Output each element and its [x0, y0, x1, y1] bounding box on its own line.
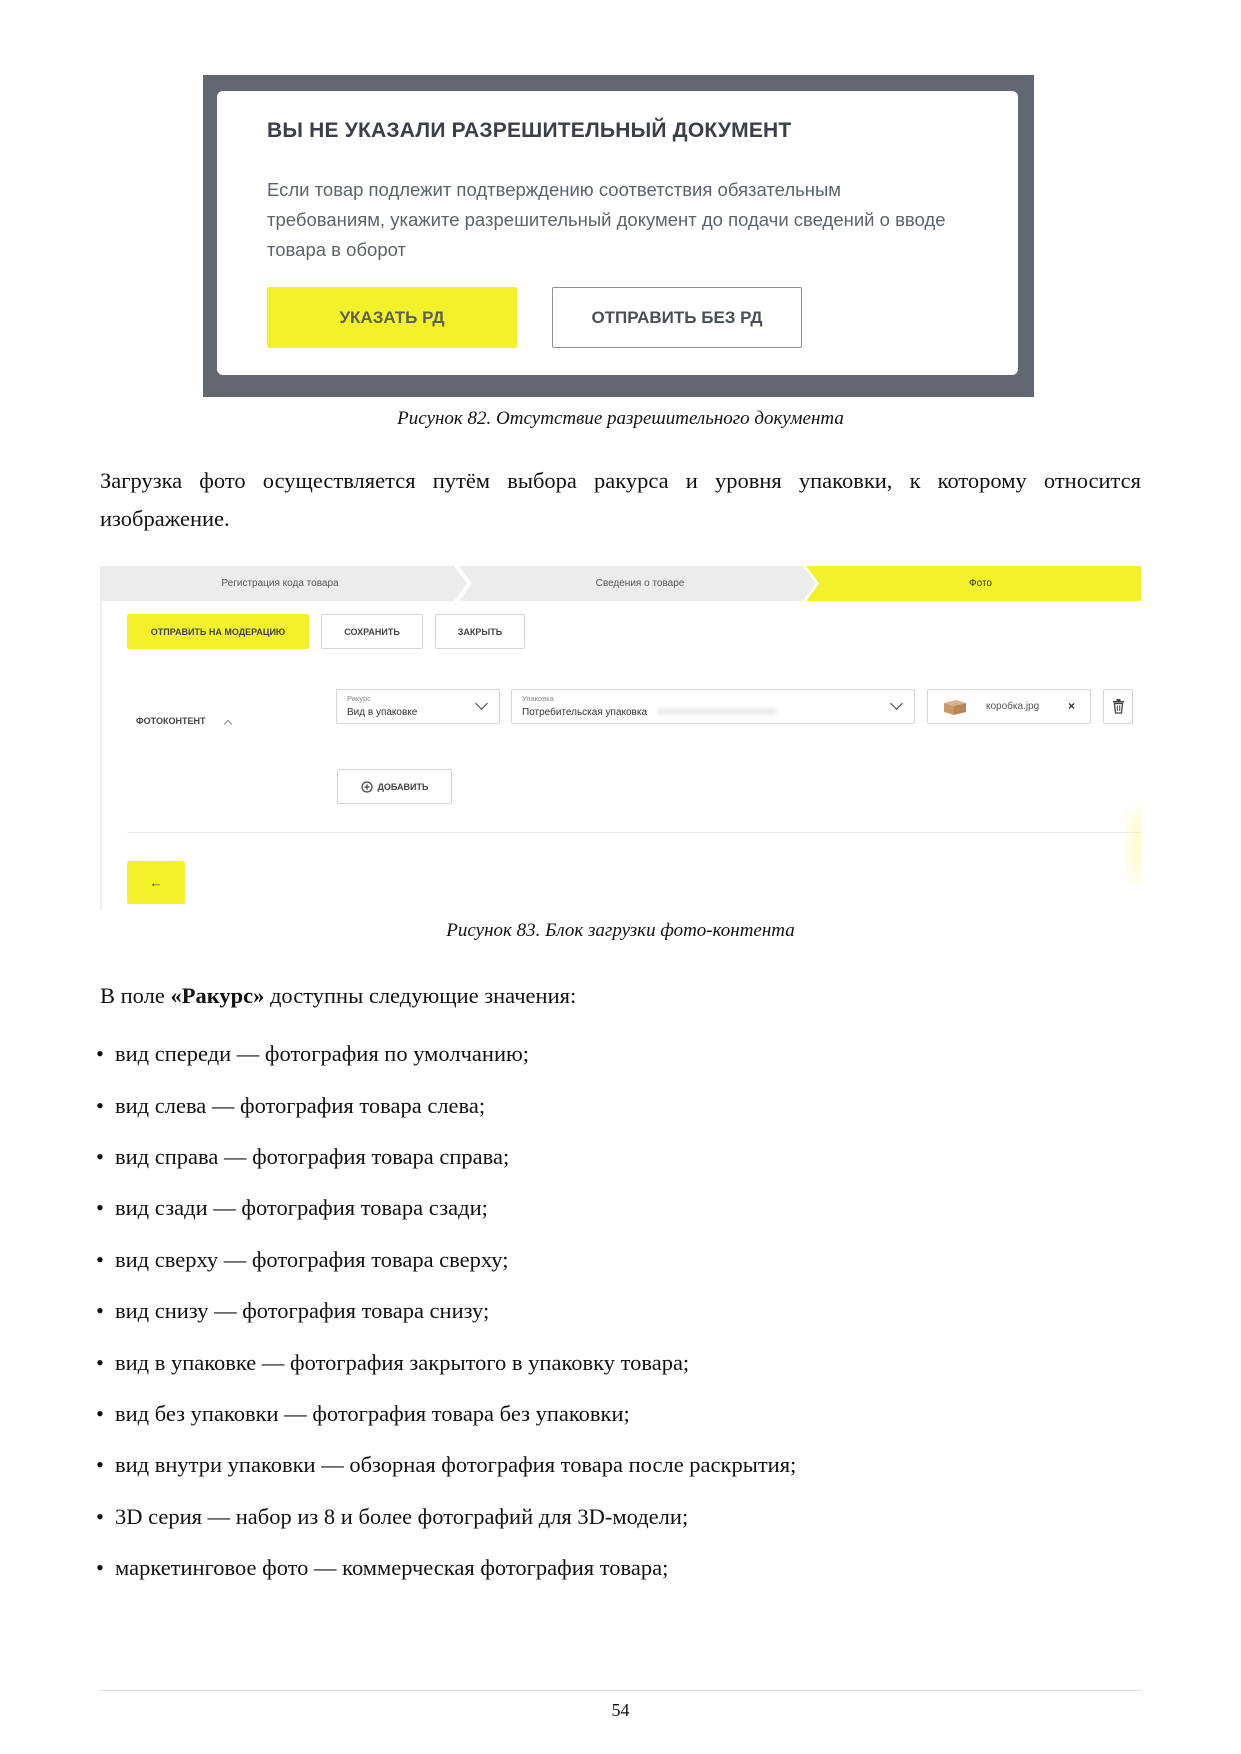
- remove-file-icon[interactable]: ×: [1068, 699, 1076, 713]
- figure-83-caption: Рисунок 83. Блок загрузки фото-контента: [446, 920, 795, 941]
- close-button[interactable]: ЗАКРЫТЬ: [435, 614, 525, 649]
- delete-row-button[interactable]: [1103, 689, 1133, 724]
- paragraph-prefix: В поле: [100, 983, 171, 1008]
- paragraph-photo-upload: Загрузка фото осуществляется путём выбора ракурса и уровня упаковки, к которому относится изображение.: [100, 468, 1141, 531]
- send-to-moderation-button[interactable]: ОТПРАВИТЬ НА МОДЕРАЦИЮ: [127, 614, 309, 649]
- chevron-down-icon: [890, 697, 903, 710]
- list-item: • вид сзади — фотография товара сзади;: [96, 1195, 488, 1220]
- save-button[interactable]: СОХРАНИТЬ: [321, 614, 423, 649]
- step-product-info[interactable]: Сведения о товаре: [595, 578, 685, 589]
- list-item: • вид слева — фотография товара слева;: [96, 1093, 486, 1118]
- package-value: Потребительская упаковка: [522, 707, 648, 718]
- list-item: • вид справа — фотография товара справа;: [96, 1144, 510, 1169]
- angle-select[interactable]: [336, 689, 500, 724]
- trash-icon: [1112, 699, 1125, 714]
- list-item: • вид сверху — фотография товара сверху;: [96, 1247, 509, 1272]
- list-item: • вид спереди — фотография по умолчанию;: [96, 1041, 530, 1066]
- angle-label: Ракурс: [347, 694, 371, 703]
- add-button[interactable]: [337, 769, 452, 804]
- field-name-angle: «Ракурс»: [170, 983, 265, 1008]
- blurred-package-details: [657, 708, 777, 715]
- add-button-label: ДОБАВИТЬ: [377, 781, 429, 792]
- photo-content-label: ФОТОКОНТЕНТ: [136, 716, 206, 726]
- list-item: • вид без упаковки — фотография товара без упаковки;: [96, 1401, 630, 1426]
- modal-text: Если товар подлежит подтверждению соответствия обязательным требованиям, укажите разрешительный документ до подачи сведений о вводе товара в оборот: [267, 179, 946, 260]
- step-registration[interactable]: Регистрация кода товара: [221, 578, 339, 589]
- file-name: коробка.jpg: [986, 701, 1040, 712]
- list-item: • вид внутри упаковки — обзорная фотография товара после раскрытия;: [96, 1452, 797, 1477]
- package-label: Упаковка: [522, 694, 554, 703]
- arrow-left-icon: ←: [149, 875, 163, 890]
- chevron-down-icon: [475, 697, 488, 710]
- list-item: • маркетинговое фото — коммерческая фотография товара;: [96, 1555, 669, 1580]
- page-number: 54: [611, 1700, 630, 1720]
- box-thumbnail-icon: [942, 698, 968, 716]
- paragraph-suffix: доступны следующие значения:: [264, 983, 577, 1008]
- figure-82-caption: Рисунок 82. Отсутствие разрешительного документа: [397, 408, 844, 429]
- plus-circle-icon: [361, 781, 373, 793]
- uploaded-file-chip: [927, 689, 1091, 724]
- list-item: • 3D серия — набор из 8 и более фотографий для 3D-модели;: [96, 1504, 689, 1529]
- figure-83-screenshot: [100, 566, 1141, 910]
- specify-document-button[interactable]: УКАЗАТЬ РД: [267, 287, 517, 348]
- decorative-glow: [1125, 806, 1141, 886]
- list-item: • вид снизу — фотография товара снизу;: [96, 1298, 490, 1323]
- figure-82-screenshot: [203, 75, 1034, 397]
- angle-value: Вид в упаковке: [347, 707, 418, 718]
- list-item: • вид в упаковке — фотография закрытого в упаковку товара;: [96, 1350, 690, 1375]
- section-divider: [127, 832, 1141, 833]
- back-button[interactable]: [127, 861, 185, 904]
- footer-divider: [100, 1690, 1141, 1691]
- chevron-up-icon[interactable]: [224, 720, 232, 728]
- paragraph-angle-field: [100, 977, 1141, 1015]
- modal-title: ВЫ НЕ УКАЗАЛИ РАЗРЕШИТЕЛЬНЫЙ ДОКУМЕНТ: [267, 119, 792, 142]
- missing-document-modal: [217, 91, 1018, 375]
- package-select[interactable]: [511, 689, 915, 724]
- step-photo[interactable]: Фото: [969, 578, 992, 589]
- content-left-border: [100, 601, 102, 910]
- send-without-document-button[interactable]: ОТПРАВИТЬ БЕЗ РД: [552, 287, 802, 348]
